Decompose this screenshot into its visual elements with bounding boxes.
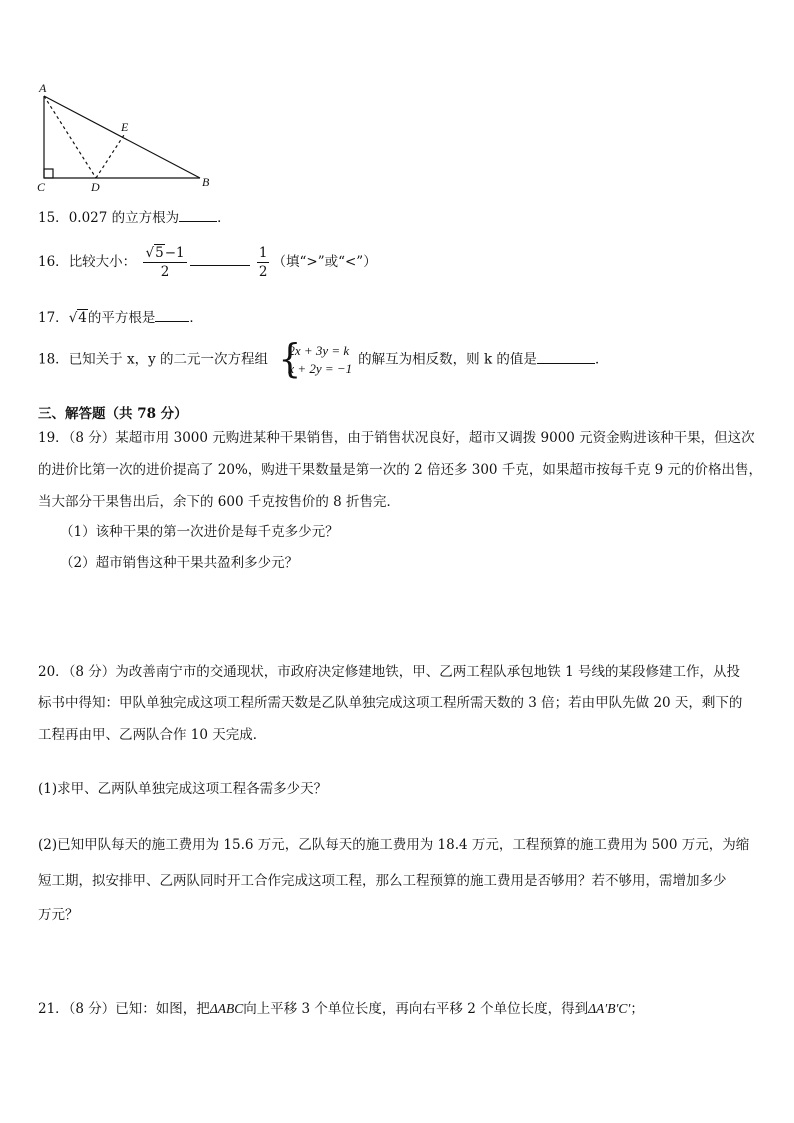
question-number: 15． [38, 210, 69, 226]
question-16 [38, 244, 377, 281]
question-number: 16． [38, 254, 69, 270]
question-text: 的平方根是 [87, 310, 156, 326]
question-21 [38, 997, 644, 1017]
q20-sub-2-line-1: (2)已知甲队每天的施工费用为 15.6 万元，乙队每天的施工费用为 18.4 万元，工程预算的施工费用为 500 万元，为缩 [38, 837, 750, 853]
answer-blank [179, 220, 217, 222]
q20-sub-2-line-2: 短工期，拟安排甲、乙两队同时开工合作完成这项工程，那么工程预算的施工费用是否够用？若不够用，需增加多少 [38, 873, 727, 889]
equation-1: 2x + 3y = k [288, 343, 350, 358]
question-text: 已知关于 x，y 的二元一次方程组 [68, 351, 269, 368]
question-end: ． [217, 210, 231, 226]
q20-line-2: 标书中得知：甲队单独完成这项工程所需天数是乙队单独完成这项工程所需天数的 3 倍；若由甲队先做 20 天，剩下的 [38, 695, 743, 711]
q20-line-3: 工程再由甲、乙两队合作 10 天完成． [38, 727, 267, 743]
equation-2: x + 2y = −1 [288, 361, 353, 376]
triangle-abc-prime: ΔA′B′C′ [588, 1001, 631, 1016]
question-number: 18． [38, 351, 69, 368]
question-text: 比较大小： [68, 254, 137, 270]
question-end: ． [189, 310, 203, 326]
q20-sub-1: (1)求甲、乙两队单独完成这项工程各需多少天？ [38, 781, 328, 797]
triangle-figure [30, 80, 220, 195]
answer-blank [190, 264, 250, 266]
dashed-de [96, 135, 124, 178]
q19-sub-1: （1）该种干果的第一次进价是每千克多少元？ [60, 524, 339, 540]
question-hint: （填“>”或“<”） [272, 254, 377, 270]
q19-line-1: 19．（8 分）某超市用 3000 元购进某种干果销售，由于销售状况良好，超市又调拨 9000 元资金购进该种干果，但这次 [38, 430, 755, 446]
question-text: 21．（8 分）已知：如图，把 [38, 1001, 210, 1017]
triangle-abc: ΔABC [209, 1001, 244, 1016]
question-17 [38, 306, 203, 326]
label-e: E [121, 120, 129, 134]
question-text-mid: 向上平移 3 个单位长度，再向右平移 2 个单位长度，得到 [243, 1001, 589, 1017]
dashed-ad [44, 96, 96, 178]
answer-blank [155, 320, 189, 322]
fraction-one-half: $\frac{1}{2}$ [258, 245, 268, 280]
label-c: C [37, 180, 46, 194]
question-end: ． [594, 351, 609, 368]
question-text: 0.027 的立方根为 [68, 210, 180, 226]
q19-line-3: 当大部分干果售出后，余下的 600 千克按售价的 8 折售完． [38, 494, 401, 510]
question-text-after: 的解互为相反数，则 k 的值是 [358, 351, 537, 368]
fraction-sqrt5-minus-1-over-2: $\frac{√5-1}{2}$ [145, 245, 185, 280]
label-a: A [39, 81, 47, 95]
equation-system: { 2x + 3y = k x + 2y = −1 [278, 336, 353, 382]
question-15 [38, 206, 231, 226]
label-b: B [202, 175, 210, 189]
question-end: ； [630, 1001, 644, 1017]
label-d: D [91, 180, 100, 194]
answer-blank [537, 362, 595, 364]
q20-sub-2-line-3: 万元？ [38, 907, 79, 923]
question-18 [38, 336, 609, 382]
q20-line-1: 20．（8 分）为改善南宁市的交通现状，市政府决定修建地铁，甲、乙两工程队承包地铁 1 号线的某段修建工作，从投 [38, 664, 740, 680]
section-heading: 三、解答题（共 78 分） [38, 406, 188, 422]
q19-sub-2: （2）超市销售这种干果共盈利多少元？ [60, 555, 299, 571]
question-number: 17． [38, 310, 69, 326]
right-angle-mark [44, 169, 53, 178]
q19-line-2: 的进价比第一次的进价提高了 20%，购进干果数量是第一次的 2 倍还多 300 千克，如果超市按每千克 9 元的价格出售， [38, 462, 762, 478]
sqrt-4: √4 [68, 310, 87, 326]
